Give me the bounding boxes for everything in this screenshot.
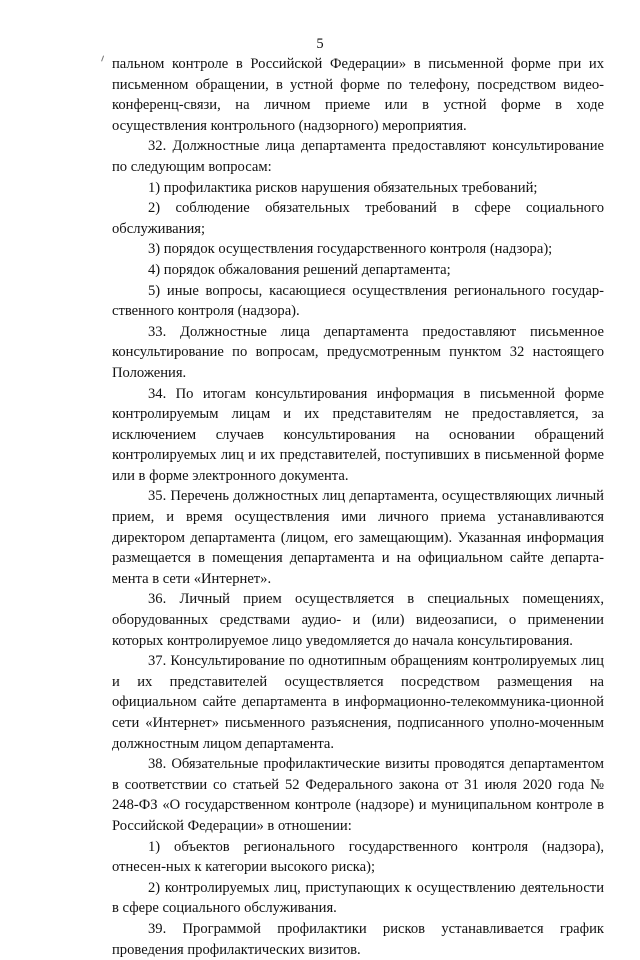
paragraph-32: 32. Должностные лица департамента предоставляют консультирование по следующим вопросам: [112, 138, 604, 175]
list-item-32-5: 5) иные вопросы, касающиеся осуществления регионального государ-ственного контроля (надзора). [112, 282, 604, 320]
paragraph-39: 39. Программой профилактики рисков устанавливается график проведения профилактических визитов. [112, 920, 604, 958]
paragraph-34: 34. По итогам консультирования информация в письменной форме контролируемым лицам и их представителям не предоставляется, за исключением случаев консультирования на основании обращений контролируемых лиц и их представителей, поступивших в письменной форме или в форме электронного документа. [112, 385, 604, 484]
page-number: 5 [316, 36, 324, 52]
paragraph-36: 36. Личный прием осуществляется в специальных помещениях, оборудованных средствами аудио- и (или) видеозаписи, о применении которых контролируемое лицо уведомляется до начала консультирования. [112, 591, 604, 649]
paragraph-38: 38. Обязательные профилактические визиты проводятся департаментом в соответствии со статьей 52 Федерального закона от 31 июля 2020 года № 248-ФЗ «О государственном контроле (надзоре) и муниципальном контроле в Российской Федерации» в отношении: [112, 756, 604, 834]
list-item-32-2: 2) соблюдение обязательных требований в сфере социального обслуживания; [112, 200, 604, 237]
list-item-32-3: 3) порядок осуществления государственного контроля (надзора); [148, 241, 553, 258]
paragraph-35: 35. Перечень должностных лиц департамента, осуществляющих личный прием, и время осуществления ими личного приема устанавливаются директором департамента (лицом, его замещающим). Указанная информация размещается в помещения департамента и на официальном сайте департа-мента в сети «Интернет». [112, 488, 604, 587]
document-body [112, 54, 604, 960]
stray-pen-mark [101, 55, 107, 62]
paragraph-continuation: пальном контроле в Российской Федерации» в письменной форме при их письменном обращении, в устной форме по телефону, посредством видео-конференц-связи, на личном приеме или в устной форме в ходе осуществления контрольного (надзорного) мероприятия. [112, 56, 604, 134]
paragraph-33: 33. Должностные лица департамента предоставляют письменное консультирование по вопросам, предусмотренным пунктом 32 настоящего Положения. [112, 323, 604, 381]
list-item-32-4: 4) порядок обжалования решений департамента; [148, 261, 451, 278]
list-item-38-1: 1) объектов регионального государственного контроля (надзора), отнесен-ных к категории высокого риска); [112, 838, 604, 876]
list-item-32-1: 1) профилактика рисков нарушения обязательных требований; [148, 179, 538, 196]
list-item-38-2: 2) контролируемых лиц, приступающих к осуществлению деятельности в сфере социального обслуживания. [112, 879, 604, 917]
paragraph-37: 37. Консультирование по однотипным обращениям контролируемых лиц и их представителей осуществляется посредством размещения на официальном сайте департамента в информационно-телекоммуника-ционной сети «Интернет» письменного разъяснения, подписанного уполно-моченным должностным лицом департамента. [112, 653, 604, 752]
